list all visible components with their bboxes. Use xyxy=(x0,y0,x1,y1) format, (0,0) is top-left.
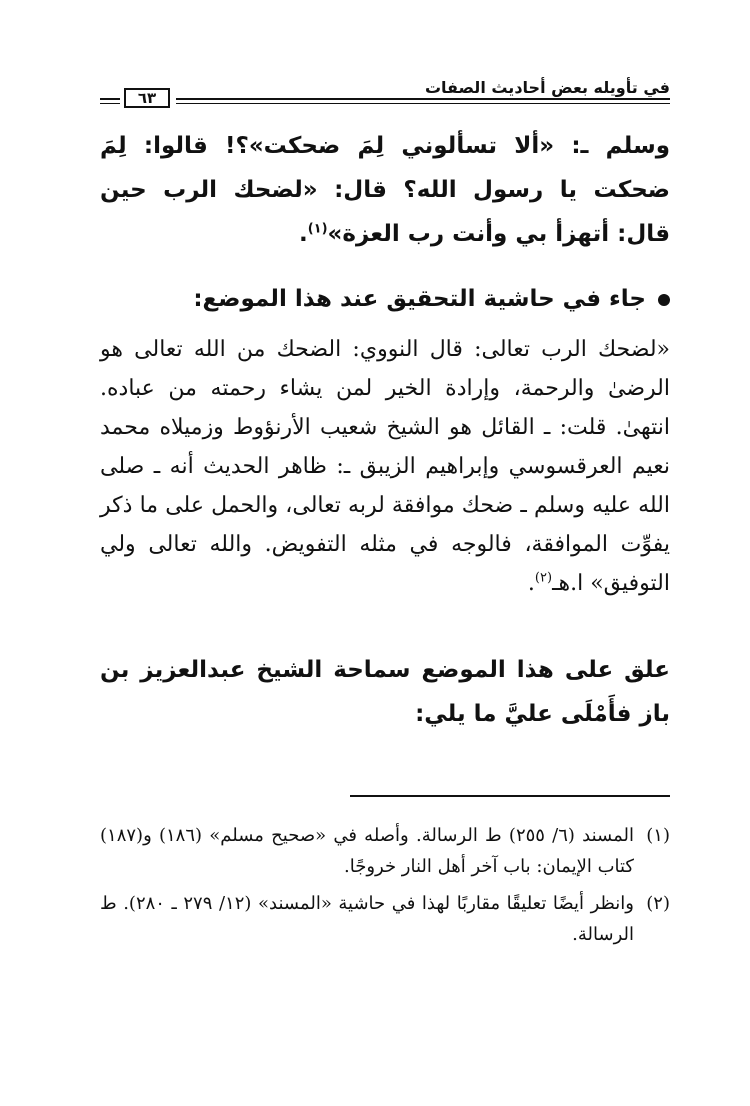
footnote-ref-1: (١) xyxy=(307,221,328,237)
footnote xyxy=(100,888,670,950)
bullet-heading-text: جاء في حاشية التحقيق عند هذا الموضع: xyxy=(193,286,646,312)
footnote-divider xyxy=(350,795,670,797)
bullet-icon xyxy=(658,294,670,306)
bullet-heading xyxy=(100,277,670,321)
running-header xyxy=(100,72,670,112)
paragraph-quote-text: «لضحك الرب تعالى: قال النووي: الضحك من الله تعالى هو الرضىٰ والرحمة، وإرادة الخير لمن يشاء رحمته من عباده. انتهىٰ. قلت: ـ القائل هو الشيخ شعيب الأرنؤوط وزميلاه محمد نعيم العرقسوسي وإبراهيم الزيبق ـ: ظاهر الحديث أنه ـ صلى الله عليه وسلم ـ ضحك موافقة لربه تعالى، والحمل على ما ذكر يفوِّت الموافقة، فالوجه في مثله التفويض. والله تعالى ولي التوفيق» ا.هـ xyxy=(100,337,671,596)
paragraph-quote: «لضحك الرب تعالى: قال النووي: الضحك من الله تعالى هو الرضىٰ والرحمة، وإرادة الخير لمن يشاء رحمته من عباده. انتهىٰ. قلت: ـ القائل هو الشيخ شعيب الأرنؤوط وزميلاه محمد نعيم العرقسوسي وإبراهيم الزيبق ـ: ظاهر الحديث أنه ـ صلى الله عليه وسلم ـ ضحك موافقة لربه تعالى، والحمل على ما ذكر يفوِّت الموافقة، فالوجه في مثله التفويض. والله تعالى ولي التوفيق» ا.هـ$^{(٢)}$. xyxy=(100,337,671,596)
header-rule xyxy=(176,98,670,104)
paragraph-hadith: وسلم ـ: «ألا تسألوني لِمَ ضحكت»؟! قالوا: لِمَ ضحكت يا رسول الله؟ قال: «لضحك الرب حين قال: أتهزأ بي وأنت رب العزة»$^{(١)}$. xyxy=(100,133,670,247)
paragraph-hadith-text: وسلم ـ: «ألا تسألوني لِمَ ضحكت»؟! قالوا: لِمَ ضحكت يا رسول الله؟ قال: «لضحك الرب حين قال: أتهزأ بي وأنت رب العزة» xyxy=(100,133,670,247)
footnote-number: (٢) xyxy=(646,893,670,914)
paragraph-comment: علق على هذا الموضع سماحة الشيخ عبدالعزيز بن باز فأَمْلَى عليَّ ما يلي: xyxy=(100,657,670,727)
running-title: في تأويله بعض أحاديث الصفات xyxy=(424,78,670,97)
footnote xyxy=(100,820,670,882)
footnote-number: (١) xyxy=(646,825,670,846)
footnote-text: المسند (٦/ ٢٥٥) ط الرسالة. وأصله في «صحيح مسلم» (١٨٦) و(١٨٧) كتاب الإيمان: باب آخر أهل النار خروجًا. xyxy=(100,825,634,877)
footnotes xyxy=(100,820,670,956)
footnote-text: وانظر أيضًا تعليقًا مقاربًا لهذا في حاشية «المسند» (١٢/ ٢٧٩ ـ ٢٨٠). ط الرسالة. xyxy=(100,893,634,945)
footnote-ref-2: (٢) xyxy=(534,570,553,586)
header-rule-left xyxy=(100,98,120,104)
page-number: ٦٣ xyxy=(124,88,170,108)
